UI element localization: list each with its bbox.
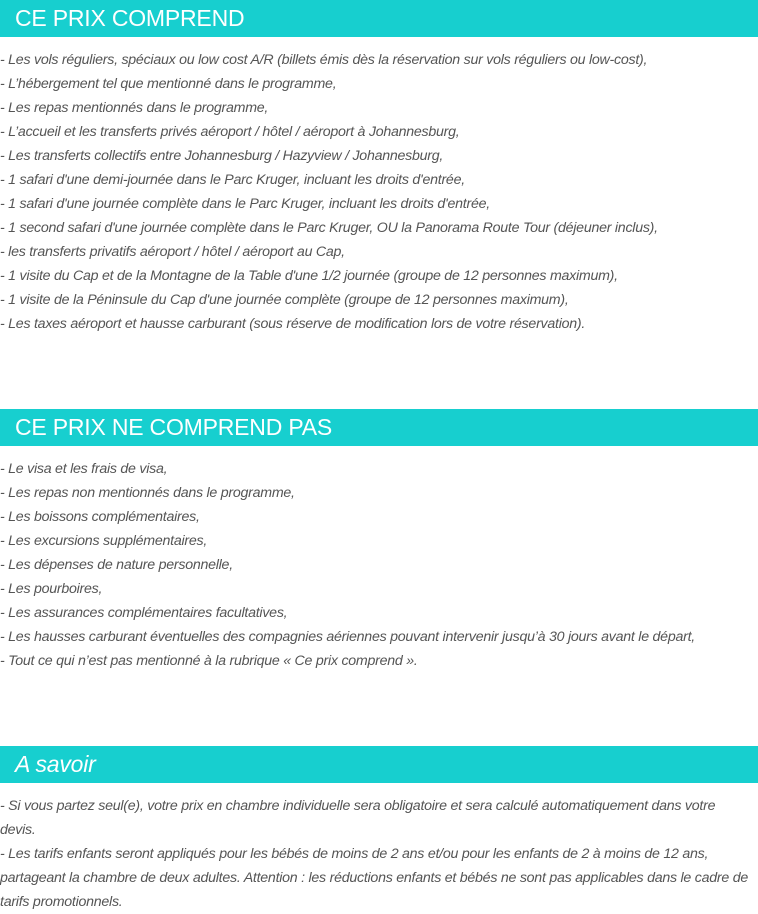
list-item: - 1 safari d'une journée complète dans le Parc Kruger, incluant les droits d'entrée, (0, 196, 490, 212)
list-item: - Les excursions supplémentaires, (0, 533, 208, 549)
section-title: A savoir (15, 751, 96, 777)
list-item: - 1 visite de la Péninsule du Cap d'une journée complète (groupe de 12 personnes maximum), (0, 292, 569, 308)
list-item: - Les transferts collectifs entre Johannesburg / Hazyview / Johannesburg, (0, 148, 444, 164)
section-title: CE PRIX NE COMPREND PAS (15, 414, 333, 440)
list-item: - Tout ce qui n’est pas mentionné à la rubrique « Ce prix comprend ». (0, 653, 418, 669)
section-header (0, 409, 758, 446)
section-price-includes (0, 0, 758, 336)
section-price-excludes (0, 409, 758, 673)
list-item: - Les repas non mentionnés dans le programme, (0, 485, 295, 501)
list-item: - Le visa et les frais de visa, (0, 461, 168, 477)
list-item: - Les dépenses de nature personnelle, (0, 557, 233, 573)
section-title: CE PRIX COMPREND (15, 5, 245, 31)
list-item: - 1 visite du Cap et de la Montagne de la Table d'une 1/2 journée (groupe de 12 personnes maximum), (0, 268, 618, 284)
list-item: - Les vols réguliers, spéciaux ou low cost A/R (billets émis dès la réservation sur vols réguliers ou low-cost), (0, 52, 648, 68)
excluded-list (0, 446, 758, 673)
list-item: - les transferts privatifs aéroport / hôtel / aéroport au Cap, (0, 244, 345, 260)
section-good-to-know (0, 746, 758, 914)
section-header (0, 746, 758, 783)
list-item: - Les pourboires, (0, 581, 103, 597)
info-list (0, 783, 758, 914)
list-item: - Les hausses carburant éventuelles des compagnies aériennes pouvant intervenir jusqu’à 30 jours avant le départ, (0, 629, 695, 645)
list-item: - Les tarifs enfants seront appliqués pour les bébés de moins de 2 ans et/ou pour les enfants de 2 à moins de 12 ans, partageant la chambre de deux adultes. Attention : les réductions enfants et bébés ne sont pas applicables dans le cadre de tarifs promotionnels. (0, 846, 748, 910)
list-item: - Les boissons complémentaires, (0, 509, 200, 525)
included-list (0, 37, 758, 336)
list-item: - Les taxes aéroport et hausse carburant (sous réserve de modification lors de votre réservation). (0, 316, 586, 332)
section-header (0, 0, 758, 37)
list-item: - L’accueil et les transferts privés aéroport / hôtel / aéroport à Johannesburg, (0, 124, 460, 140)
list-item: - Les repas mentionnés dans le programme, (0, 100, 269, 116)
list-item: - Si vous partez seul(e), votre prix en chambre individuelle sera obligatoire et sera calculé automatiquement dans votre devis. (0, 798, 716, 838)
list-item: - 1 safari d'une demi-journée dans le Parc Kruger, incluant les droits d'entrée, (0, 172, 465, 188)
list-item: - 1 second safari d'une journée complète dans le Parc Kruger, OU la Panorama Route Tour (déjeuner inclus), (0, 220, 658, 236)
list-item: - Les assurances complémentaires facultatives, (0, 605, 288, 621)
list-item: - L’hébergement tel que mentionné dans le programme, (0, 76, 337, 92)
